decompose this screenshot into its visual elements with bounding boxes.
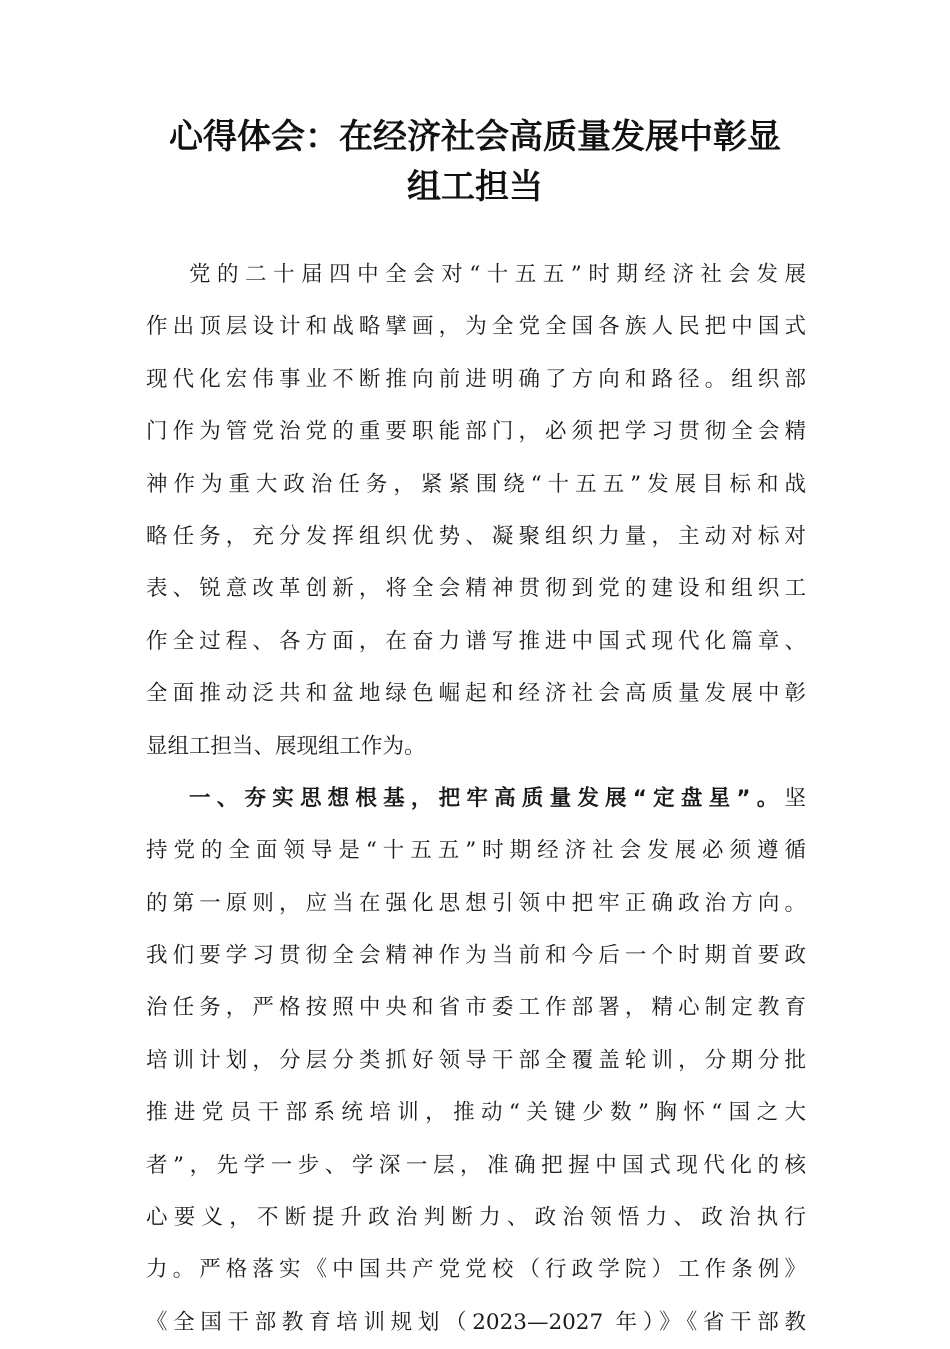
paragraph-1-line: 门作为管党治党的重要职能部门，必须把学习贯彻全会精	[146, 419, 806, 445]
paragraph-1-line: 作全过程、各方面，在奋力谱写推进中国式现代化篇章、	[146, 628, 806, 654]
paragraph-2-line: 我们要学习贯彻全会精神作为当前和今后一个时期首要政	[146, 943, 806, 969]
title-line-2: 组工担当	[407, 167, 543, 207]
paragraph-1-line: 神作为重大政治任务，紧紧围绕“十五五”发展目标和战	[146, 471, 806, 497]
document-title	[140, 112, 810, 212]
title-line-1: 心得体会：在经济社会高质量发展中彰显	[169, 117, 781, 157]
paragraph-1-line: 现代化宏伟事业不断推向前进明确了方向和路径。组织部	[146, 366, 806, 392]
paragraph-2-line: 持党的全面领导是“十五五”时期经济社会发展必须遵循	[146, 838, 806, 864]
paragraph-1-line: 作出顶层设计和战略擘画，为全党全国各族人民把中国式	[146, 314, 806, 340]
paragraph-2-line: 者”，先学一步、学深一层，准确把握中国式现代化的核	[146, 1152, 806, 1178]
paragraph-2-first-line	[146, 773, 806, 825]
paragraph-1-line: 全面推动泛共和盆地绿色崛起和经济社会高质量发展中彰	[146, 681, 806, 707]
paragraph-2-line: 力。严格落实《中国共产党党校（行政学院）工作条例》	[146, 1257, 806, 1283]
paragraph-1-line: 表、锐意改革创新，将全会精神贯彻到党的建设和组织工	[146, 576, 806, 602]
paragraph-1-line: 党的二十届四中全会对“十五五”时期经济社会发展	[189, 262, 806, 287]
paragraph-1-line: 显组工担当、展现组工作为。	[146, 733, 426, 759]
section-heading: 一、夯实思想根基，把牢高质量发展“定盘星”。	[189, 785, 785, 811]
paragraph-2-line: 心要义，不断提升政治判断力、政治领悟力、政治执行	[146, 1205, 806, 1231]
paragraph-1-line: 略任务，充分发挥组织优势、凝聚组织力量，主动对标对	[146, 523, 806, 549]
section-heading-tail: 坚	[784, 785, 806, 811]
paragraph-2-line: 的第一原则，应当在强化思想引领中把牢正确政治方向。	[146, 890, 806, 916]
paragraph-2-line: 治任务，严格按照中央和省市委工作部署，精心制定教育	[146, 995, 806, 1021]
paragraph-2-line: 培训计划，分层分类抓好领导干部全覆盖轮训，分期分批	[146, 1047, 806, 1073]
paragraph-2-line: 《全国干部教育培训规划（2023—2027 年）》《省干部教	[146, 1309, 806, 1335]
document-body	[146, 249, 806, 1349]
paragraph-2-line: 推进党员干部系统培训，推动“关键少数”胸怀“国之大	[146, 1100, 806, 1126]
